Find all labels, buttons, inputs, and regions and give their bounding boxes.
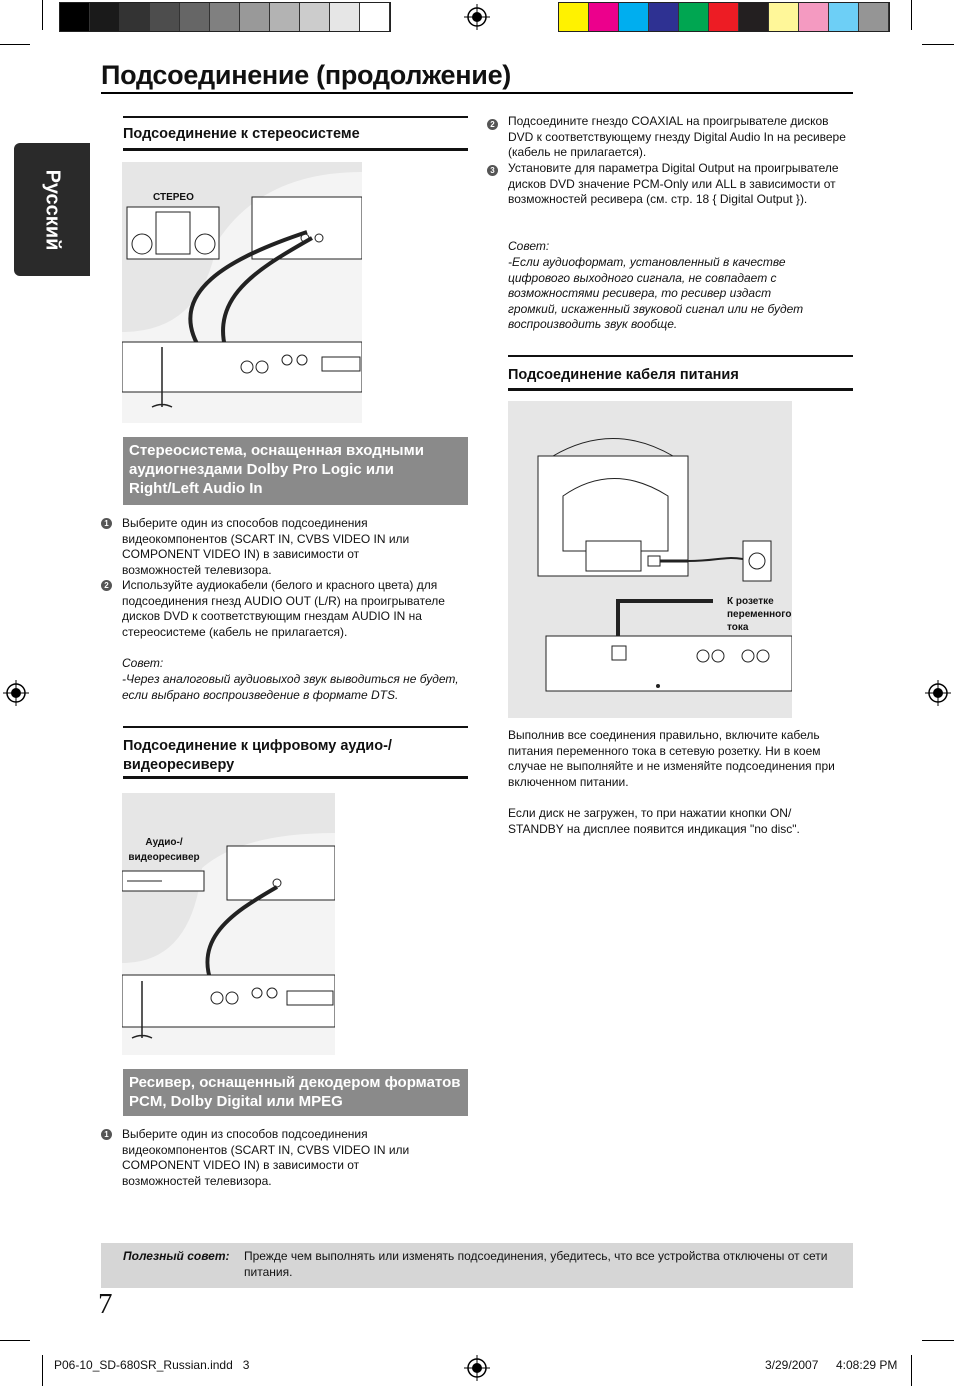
color-calibration-strip [558,2,890,32]
calibration-swatch [769,3,799,31]
calibration-swatch [330,3,360,31]
stereo-tip-text: -Через аналоговый аудиовыход звук выводиться не будет, если выбрано воспроизведение в формате DTS. [122,672,459,702]
section-rule [508,355,853,357]
language-tab [14,143,90,276]
calibration-swatch [360,3,390,31]
crop-mark [0,44,30,45]
digital-tip-label: Совет: [508,239,550,253]
digital-step-2: Подсоедините гнездо COAXIAL на проигрывателе дисков DVD к соответствующему гнезду Digital Audio In на ресивере (кабель не прилагается). [508,114,846,159]
grayscale-calibration-strip [59,2,391,32]
power-cable-figure [508,401,792,718]
calibration-swatch [270,3,300,31]
power-text-1: Выполнив все соединения правильно, включите кабель питания переменного тока в сетевую розетку. Ни в коем случае не выполняйте и не изменяйте подсоединения при включенном питании. [508,728,835,789]
calibration-swatch [210,3,240,31]
step-number-badge: 3 [487,165,498,176]
calibration-swatch [649,3,679,31]
calibration-swatch [679,3,709,31]
digital-receiver-figure [122,793,335,1055]
stereo-callout: Стереосистема, оснащенная входными аудиогнездами Dolby Pro Logic или Right/Left Audio In [123,437,468,505]
calibration-swatch [829,3,859,31]
crop-mark [0,1340,30,1341]
language-tab-label: Русский [41,169,64,250]
stereo-step-1: Выберите один из способов подсоединения видеокомпонентов (SCART IN, CVBS VIDEO IN или COMPONENT VIDEO IN) в зависимости от возможностей телевизора. [122,516,410,577]
crop-mark [922,44,954,45]
calibration-swatch [60,3,90,31]
registration-mark-icon [464,1355,490,1381]
calibration-swatch [799,3,829,31]
digital-tip-text: -Если аудиоформат, установленный в качестве цифрового выходного сигнала, не совпадает с возможностями ресивера, то ресивер издаст громкий, искаженный звуковой сигнал или не будет воспроизводить звук вообще. [508,255,804,331]
section-rule [123,776,468,779]
crop-mark [911,0,912,30]
helpful-tip-text: Прежде чем выполнять или изменять подсоединения, убедитесь, что все устройства отключены от сети питания. [244,1249,828,1279]
crop-mark [42,1355,43,1386]
calibration-swatch [859,3,889,31]
step-number-badge: 2 [487,119,498,130]
step-number-badge: 2 [101,580,112,591]
stereo-heading: Подсоединение к стереосистеме [123,126,360,142]
outlet-figure-label: К розетке переменного тока [727,596,792,633]
section-rule [123,116,468,118]
stereo-tip-label: Совет: [122,656,164,670]
step-number-badge: 1 [101,1129,112,1140]
stereo-figure-label: СТЕРЕО [153,192,194,203]
calibration-swatch [150,3,180,31]
stereo-connection-figure [122,162,362,423]
calibration-swatch [120,3,150,31]
helpful-tip-bar [101,1243,853,1288]
helpful-tip-label: Полезный совет: [123,1249,230,1263]
calibration-swatch [589,3,619,31]
crop-mark [911,1355,912,1386]
power-heading: Подсоединение кабеля питания [508,367,739,383]
calibration-swatch [619,3,649,31]
step-number-badge: 1 [101,518,112,529]
registration-mark-icon [464,4,490,30]
digital-step-3: Установите для параметра Digital Output на проигрывателе дисков DVD значение PCM-Only или ALL в зависимости от возможностей ресивера (см. стр. 18 { Digital Output }). [508,161,839,206]
calibration-swatch [90,3,120,31]
stereo-step-2: Используйте аудиокабели (белого и красного цвета) для подсоединения гнезд AUDIO OUT (L/R) на проигрывателе дисков DVD к соответствующим гнездам AUDIO IN на стереосистеме (кабель не прилагается). [122,578,445,639]
digital-heading: Подсоединение к цифровому аудио-/ видеоресиверу [123,738,392,773]
footer-date: 3/29/2007 [765,1358,819,1372]
calibration-swatch [300,3,330,31]
power-text-2: Если диск не загружен, то при нажатии кнопки ON/ STANDBY на дисплее появится индикация "no disc". [508,806,800,836]
section-rule [508,388,853,391]
crop-mark [922,1340,954,1341]
registration-mark-icon [3,680,29,706]
footer-filename: P06-10_SD-680SR_Russian.indd 3 [54,1358,250,1372]
calibration-swatch [180,3,210,31]
section-rule [123,148,468,151]
calibration-swatch [240,3,270,31]
page-number: 7 [98,1288,113,1320]
title-underline [101,92,853,94]
calibration-swatch [739,3,769,31]
digital-receiver-diagram [122,793,335,1055]
receiver-figure-label: Аудио-/ видеоресивер [128,837,200,863]
power-cable-diagram [508,401,792,718]
section-rule [123,726,468,728]
digital-callout: Ресивер, оснащенный декодером форматов PCM, Dolby Digital или MPEG [123,1069,468,1116]
calibration-swatch [559,3,589,31]
digital-step-1: Выберите один из способов подсоединения видеокомпонентов (SCART IN, CVBS VIDEO IN или COMPONENT VIDEO IN) в зависимости от возможностей телевизора. [122,1127,410,1188]
crop-mark [42,0,43,30]
calibration-swatch [709,3,739,31]
footer-time: 4:08:29 PM [836,1358,898,1372]
page-title: Подсоединение (продолжение) [101,60,511,90]
registration-mark-icon [925,680,951,706]
